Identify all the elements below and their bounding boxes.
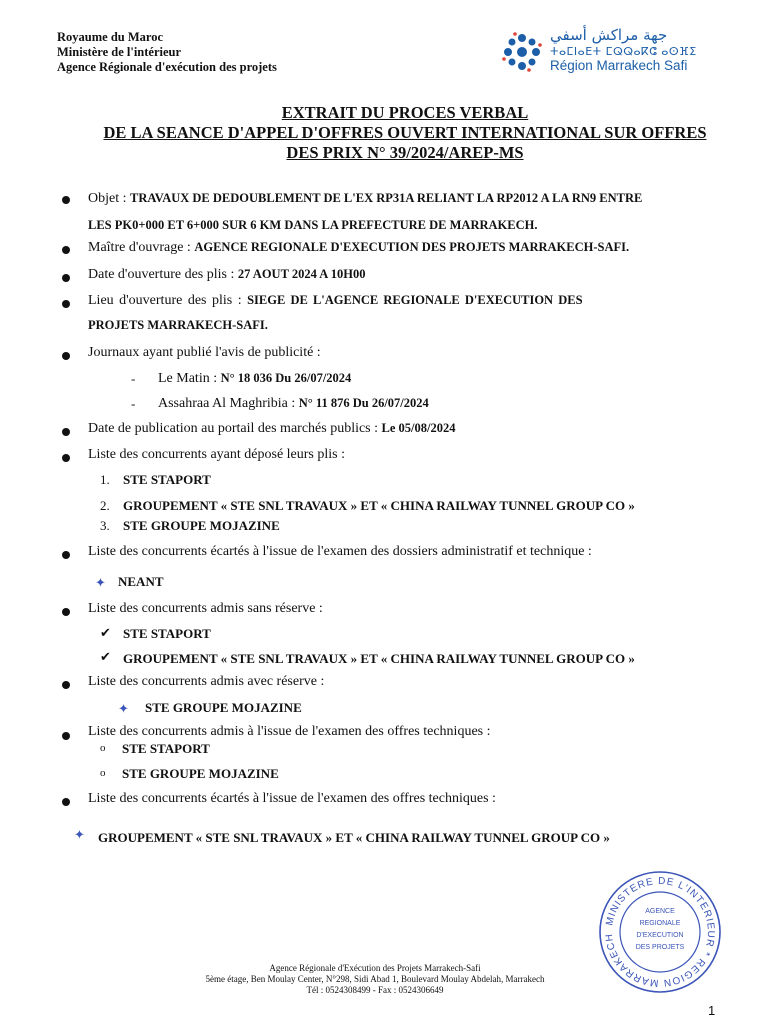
journaux-label: Journaux ayant publié l'avis de publicité : xyxy=(88,345,321,360)
logo-arabic-text: جهة مراكش أسفي xyxy=(550,26,668,44)
letterhead-agency: Agence Régionale d'exécution des projets xyxy=(57,60,277,74)
bullet-icon xyxy=(62,352,70,360)
journal-1 xyxy=(158,371,351,387)
admis-sans-item-2: GROUPEMENT « STE SNL TRAVAUX » ET « CHINA RAILWAY TUNNEL GROUP CO » xyxy=(123,651,635,666)
letterhead-kingdom: Royaume du Maroc xyxy=(57,30,164,44)
bullet-icon xyxy=(62,681,70,689)
svg-text:REGIONALE: REGIONALE xyxy=(639,920,681,927)
list-number: 1. xyxy=(100,472,110,487)
lieu-line1 xyxy=(88,293,583,309)
pointing-hand-icon: ✦ xyxy=(95,575,106,590)
region-emblem-icon xyxy=(500,30,544,74)
pointing-hand-icon: ✦ xyxy=(118,701,129,716)
journal-2 xyxy=(158,396,429,412)
bullet-icon xyxy=(62,274,70,282)
admis-avec-value: STE GROUPE MOJAZINE xyxy=(145,700,302,715)
admis-tech-item-2: STE GROUPE MOJAZINE xyxy=(122,766,279,781)
date-ouverture-value: 27 AOUT 2024 A 10H00 xyxy=(237,267,366,281)
admis-tech-item-1: STE STAPORT xyxy=(122,741,210,756)
bullet-icon xyxy=(62,551,70,559)
logo-tifinagh-text: ⵜⴰⵎⵏⴰⴹⵜ ⵎⵕⵕⴰⴽⵛ ⴰⵙⴼⵉ xyxy=(550,45,697,58)
circle-bullet-icon: o xyxy=(100,742,106,754)
pointing-hand-icon: ✦ xyxy=(74,827,85,842)
svg-text:AGENCE: AGENCE xyxy=(645,908,675,915)
official-stamp xyxy=(596,868,724,996)
svg-text:D'EXECUTION: D'EXECUTION xyxy=(636,932,684,939)
ecartes-admin-label: Liste des concurrents écartés à l'issue de l'examen des dossiers administratif et technique : xyxy=(88,544,592,559)
ecartes-tech-value: GROUPEMENT « STE SNL TRAVAUX » ET « CHINA RAILWAY TUNNEL GROUP CO » xyxy=(98,830,610,845)
bullet-icon xyxy=(62,428,70,436)
ecartes-admin-value: NEANT xyxy=(118,574,164,589)
letterhead-ministry: Ministère de l'intérieur xyxy=(57,45,182,59)
document-title-line3: DES PRIX N° 39/2024/AREP-MS xyxy=(286,143,524,162)
journal-2-value: N° 11 876 Du 26/07/2024 xyxy=(298,396,429,410)
objet-value-1: TRAVAUX DE DEDOUBLEMENT DE L'EX RP31A RELIANT LA RP2012 A LA RN9 ENTRE xyxy=(130,191,643,205)
date-ouverture-label: Date d'ouverture des plis : xyxy=(88,267,238,282)
page-footer xyxy=(180,963,570,996)
objet-value-2: LES PK0+000 ET 6+000 SUR 6 KM DANS LA PREFECTURE DE MARRAKECH. xyxy=(88,218,538,232)
deposes-label: Liste des concurrents ayant déposé leurs plis : xyxy=(88,447,345,462)
document-title-line1: EXTRAIT DU PROCES VERBAL xyxy=(281,103,529,122)
svg-text:DES PROJETS: DES PROJETS xyxy=(635,944,685,951)
maitre-ouvrage-value: AGENCE REGIONALE D'EXECUTION DES PROJETS MARRAKECH-SAFI. xyxy=(194,240,630,254)
list-number: 2. xyxy=(100,498,110,513)
objet-label: Objet : xyxy=(88,191,130,206)
checkmark-icon: ✔ xyxy=(100,649,111,664)
footer-agency: Agence Régionale d'Exécution des Projets Marrakech-Safi xyxy=(269,963,481,973)
journal-1-value: N° 18 036 Du 26/07/2024 xyxy=(220,371,352,385)
depose-item-1: STE STAPORT xyxy=(123,472,211,487)
lieu-value-1: SIEGE DE L'AGENCE REGIONALE D'EXECUTION DES xyxy=(247,293,583,307)
document-title-line2: DE LA SEANCE D'APPEL D'OFFRES OUVERT INTERNATIONAL SUR OFFRES xyxy=(103,123,707,142)
depose-item-2: GROUPEMENT « STE SNL TRAVAUX » ET « CHINA RAILWAY TUNNEL GROUP CO » xyxy=(123,498,635,513)
letterhead-left xyxy=(57,30,277,75)
footer-address: 5ème étage, Ben Moulay Center, N°298, Sidi Abad 1, Boulevard Moulay Abdelah, Marrakech xyxy=(205,974,545,984)
journal-2-name: Assahraa Al Maghribia : xyxy=(158,396,299,411)
admis-sans-item-1: STE STAPORT xyxy=(123,626,211,641)
list-number: 3. xyxy=(100,518,110,533)
depose-item-3: STE GROUPE MOJAZINE xyxy=(123,518,280,533)
svg-text:MINISTERE DE L'INTERIEUR * REG: MINISTERE DE L'INTERIEUR * REGION MARRAKECH xyxy=(603,875,717,989)
bullet-icon xyxy=(62,732,70,740)
bullet-icon xyxy=(62,246,70,254)
lieu-label: Lieu d'ouverture des plis : xyxy=(88,293,248,308)
admis-sans-label: Liste des concurrents admis sans réserve : xyxy=(88,601,323,616)
page-number: 1 xyxy=(708,1003,716,1018)
objet-line1 xyxy=(88,191,642,207)
logo-french-text: Région Marrakech Safi xyxy=(550,58,688,73)
date-publication-value: Le 05/08/2024 xyxy=(381,421,456,435)
bullet-icon xyxy=(62,454,70,462)
footer-phone-fax: Tél : 0524308499 - Fax : 0524306649 xyxy=(306,985,444,995)
ecartes-tech-label: Liste des concurrents écartés à l'issue de l'examen des offres techniques : xyxy=(88,791,496,806)
region-logo xyxy=(500,26,740,78)
circle-bullet-icon: o xyxy=(100,767,106,779)
bullet-icon xyxy=(62,300,70,308)
date-publication-label: Date de publication au portail des marchés publics : xyxy=(88,421,382,436)
maitre-ouvrage-line xyxy=(88,240,629,256)
maitre-ouvrage-label: Maître d'ouvrage : xyxy=(88,240,195,255)
date-publication-line xyxy=(88,421,456,437)
journal-dash: - xyxy=(131,396,136,411)
date-ouverture-line xyxy=(88,267,365,283)
lieu-value-2: PROJETS MARRAKECH-SAFI. xyxy=(88,318,268,332)
admis-tech-label: Liste des concurrents admis à l'issue de l'examen des offres techniques : xyxy=(88,724,491,739)
bullet-icon xyxy=(62,196,70,204)
checkmark-icon: ✔ xyxy=(100,625,111,640)
stamp-seal-icon xyxy=(596,868,724,996)
bullet-icon xyxy=(62,608,70,616)
admis-avec-label: Liste des concurrents admis avec réserve : xyxy=(88,674,325,689)
journal-1-name: Le Matin : xyxy=(158,371,221,386)
bullet-icon xyxy=(62,798,70,806)
journal-dash: - xyxy=(131,371,136,386)
